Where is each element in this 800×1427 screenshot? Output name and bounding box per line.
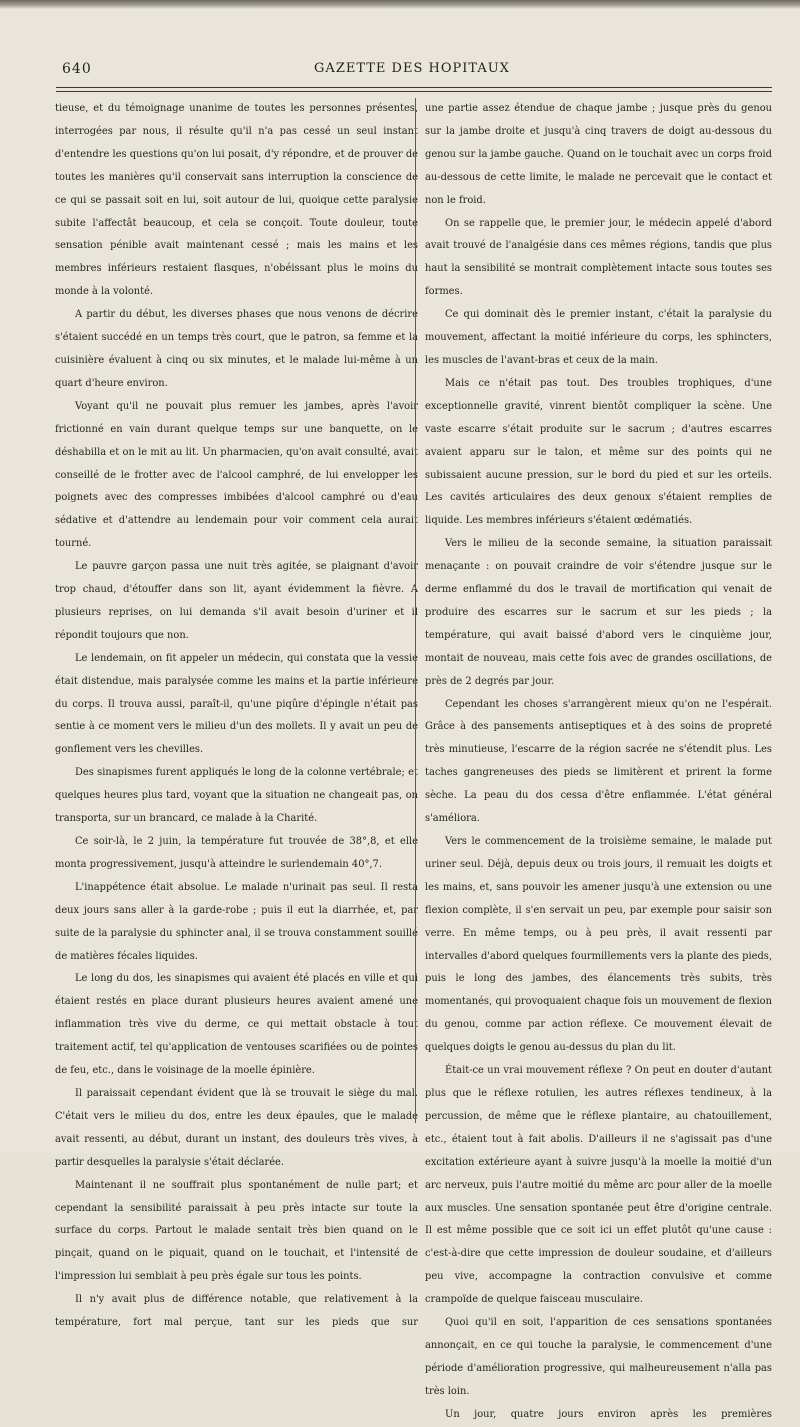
paragraph: A partir du début, les diverses phases que nous venons de décrire s'étaient succédé en un temps très court, que le patron, sa femme et la cuisinière évaluent à cinq ou six minutes, et le malade lui-même à un quart d'heure environ. <box>55 309 418 389</box>
paragraph: Des sinapismes furent appliqués le long de la colonne vertébrale; et quelques heures plus tard, voyant que la situation ne changeait pas, on transporta, sur un brancard, ce malade à la Charité. <box>55 767 418 825</box>
paragraph: Quoi qu'il en soit, l'apparition de ces sensations spontanées annonçait, en ce qui touche la paralysie, le commencement d'une période d'amélioration progressive, qui malheureusement n'alla pas très loin. <box>425 1317 772 1397</box>
paragraph: Le long du dos, les sinapismes qui avaient été placés en ville et qui étaient restés en place durant plusieurs heures avaient amené une inflammation très vive du derme, ce qui mettait obstacle à tout traitement actif, tel qu'application de ventouses scarifiées ou de pointes de feu, etc., dans le voisinage de la moelle épinière. <box>55 973 418 1077</box>
paragraph: Voyant qu'il ne pouvait plus remuer les jambes, après l'avoir frictionné en vain durant quelque temps sur une banquette, on le déshabilla et on le mit au lit. Un pharmacien, qu'on avait consulté, avait conseillé de le frotter avec de l'alcool camphré, de lui envelopper les poignets avec des compresses imbibées d'alcool camphré ou d'eau sédative et d'attendre au lendemain pour voir comment cela aurait tourné. <box>55 400 418 550</box>
left-column <box>55 98 418 1335</box>
paragraph: une partie assez étendue de chaque jambe ; jusque près du genou sur la jambe droite et jusqu'à cinq travers de doigt au-dessous du genou sur la jambe gauche. Quand on le touchait avec un corps froid au-dessous de cette limite, le malade ne percevait que le contact et non le froid. <box>425 103 772 206</box>
header-rule-top <box>56 87 772 88</box>
paragraph: Il paraissait cependant évident que là se trouvait le siège du mal. C'était vers le milieu du dos, entre les deux épaules, que le malade avait ressenti, au début, durant un instant, des douleurs très vives, à partir desquelles la paralysie s'était déclarée. <box>55 1087 418 1168</box>
paragraph: Cependant les choses s'arrangèrent mieux qu'on ne l'espérait. Grâce à des pansements antiseptiques et à des soins de propreté très minutieuse, l'escarre de la région sacrée ne s'étendit plus. Les taches gangreneuses des pieds se limitèrent et prirent la forme sèche. La peau du dos cessa d'être enflammée. L'état général s'améliora. <box>425 698 772 825</box>
header-rule-bottom <box>56 91 772 92</box>
page-top-edge <box>0 0 800 9</box>
paragraph: L'inappétence était absolue. Le malade n'urinait pas seul. Il resta deux jours sans aller à la garde-robe ; puis il eut la diarrhée, et, par suite de la paralysie du sphincter anal, il se trouva constamment souillé de matières fécales liquides. <box>55 881 418 962</box>
paragraph: tieuse, et du témoignage unanime de toutes les personnes présentes, interrogées par nous, il résulte qu'il n'a pas cessé un seul instant d'entendre les questions qu'on lui posait, d'y répondre, et de prouver de toutes les manières qu'il conservait sans interruption la conscience de ce qui se passait soit en lui, soit autour de lui, quoique cette paralysie subite l'affectât beaucoup, et cela se conçoit. Toute douleur, toute sensation pénible avait maintenant cessé ; mais les mains et les membres inférieurs restaient flasques, n'obéissant plus le moins du monde à la volonté. <box>55 103 418 298</box>
paragraph: Mais ce n'était pas tout. Des troubles trophiques, d'une exceptionnelle gravité, vinrent bientôt compliquer la scène. Une vaste escarre s'était produite sur le sacrum ; d'autres escarres avaient apparu sur le talon, et même sur des points qui ne subissaient aucune pression, sur le bord du pied et sur les orteils. Les cavités articulaires des deux genoux s'étaient remplies de liquide. Les membres inférieurs s'étaient œdématiés. <box>425 377 772 527</box>
paragraph: Le lendemain, on fit appeler un médecin, qui constata que la vessie était distendue, mais paralysée comme les mains et la partie inférieure du corps. Il trouva aussi, paraît-il, qu'une piqûre d'épingle n'était pas sentie à ce moment vers le milieu d'un des mollets. Il y avait un peu de gonflement vers les chevilles. <box>55 652 418 756</box>
paragraph: Il n'y avait plus de différence notable, que relativement à la température, fort mal perçue, tant sur les pieds que sur <box>55 1294 418 1329</box>
paragraph: Vers le milieu de la seconde semaine, la situation paraissait menaçante : on pouvait craindre de voir s'étendre jusque sur le derme enflammé du dos le travail de mortification qui venait de produire des escarres sur le sacrum et sur les pieds ; la température, qui avait baissé d'abord vers le cinquième jour, montait de nouveau, mais cette fois avec de grandes oscillations, de près de 2 degrés par jour. <box>425 538 772 687</box>
running-title: GAZETTE DES HOPITAUX <box>314 61 510 76</box>
paragraph: Ce qui dominait dès le premier instant, c'était la paralysie du mouvement, affectant la moitié inférieure du corps, les sphincters, les muscles de l'avant-bras et ceux de la main. <box>425 309 772 366</box>
paragraph: Le pauvre garçon passa une nuit très agitée, se plaignant d'avoir trop chaud, d'étouffer dans son lit, ayant évidemment la fièvre. A plusieurs reprises, on lui demanda s'il avait besoin d'uriner et il répondit toujours que non. <box>55 561 418 641</box>
paragraph: Maintenant il ne souffrait plus spontanément de nulle part; et cependant la sensibilité paraissait à peu près intacte sur toute la surface du corps. Partout le malade sentait très bien quand on le pinçait, quand on le piquait, quand on le touchait, et l'intensité de l'impression lui semblait à peu près égale sur tous les points. <box>55 1179 418 1283</box>
column-divider <box>415 98 416 1123</box>
paragraph: Vers le commencement de la troisième semaine, le malade put uriner seul. Déjà, depuis deux ou trois jours, il remuait les doigts et les mains, et, sans pouvoir les amener jusqu'à une extension ou une flexion complète, il s'en servait un peu, par exemple pour saisir son verre. En même temps, ou à peu près, il avait ressenti par intervalles d'abord quelques fourmillements vers la plante des pieds, puis le long des jambes, des élancements très subits, très momentanés, qui provoquaient chaque fois un mouvement de flexion du genou, comme par action réflexe. Ce mouvement élevait de quelques doigts le genou au-dessus du plan du lit. <box>425 836 772 1054</box>
page-header <box>50 58 774 80</box>
right-column <box>425 98 772 1427</box>
paragraph: Ce soir-là, le 2 juin, la température fut trouvée de 38°,8, et elle monta progressivement, jusqu'à atteindre le surlendemain 40°,7. <box>55 836 418 870</box>
page-number: 640 <box>62 61 92 77</box>
paragraph: Un jour, quatre jours environ après les premières <box>445 1408 772 1420</box>
paragraph: On se rappelle que, le premier jour, le médecin appelé d'abord avait trouvé de l'analgésie dans ces mêmes régions, tandis que plus haut la sensibilité se montrait complètement intacte sous toutes ses formes. <box>425 217 772 298</box>
paragraph: Était-ce un vrai mouvement réflexe ? On peut en douter d'autant plus que le réflexe rotulien, les autres réflexes tendineux, à la percussion, de même que le réflexe plantaire, au chatouillement, etc., étaient tout à fait abolis. D'ailleurs il ne s'agissait pas d'une excitation extérieure ayant à suivre jusqu'à la moelle la moitié d'un arc nerveux, puis l'autre moitié du même arc pour aller de la moelle aux muscles. Une sensation spontanée peut être d'origine centrale. Il est même possible que ce soit ici un effet plutôt qu'une cause : c'est-à-dire que cette impression de douleur soudaine, et d'ailleurs peu vive, accompagne la contraction convulsive et comme crampoïde de quelque faisceau musculaire. <box>425 1065 772 1306</box>
